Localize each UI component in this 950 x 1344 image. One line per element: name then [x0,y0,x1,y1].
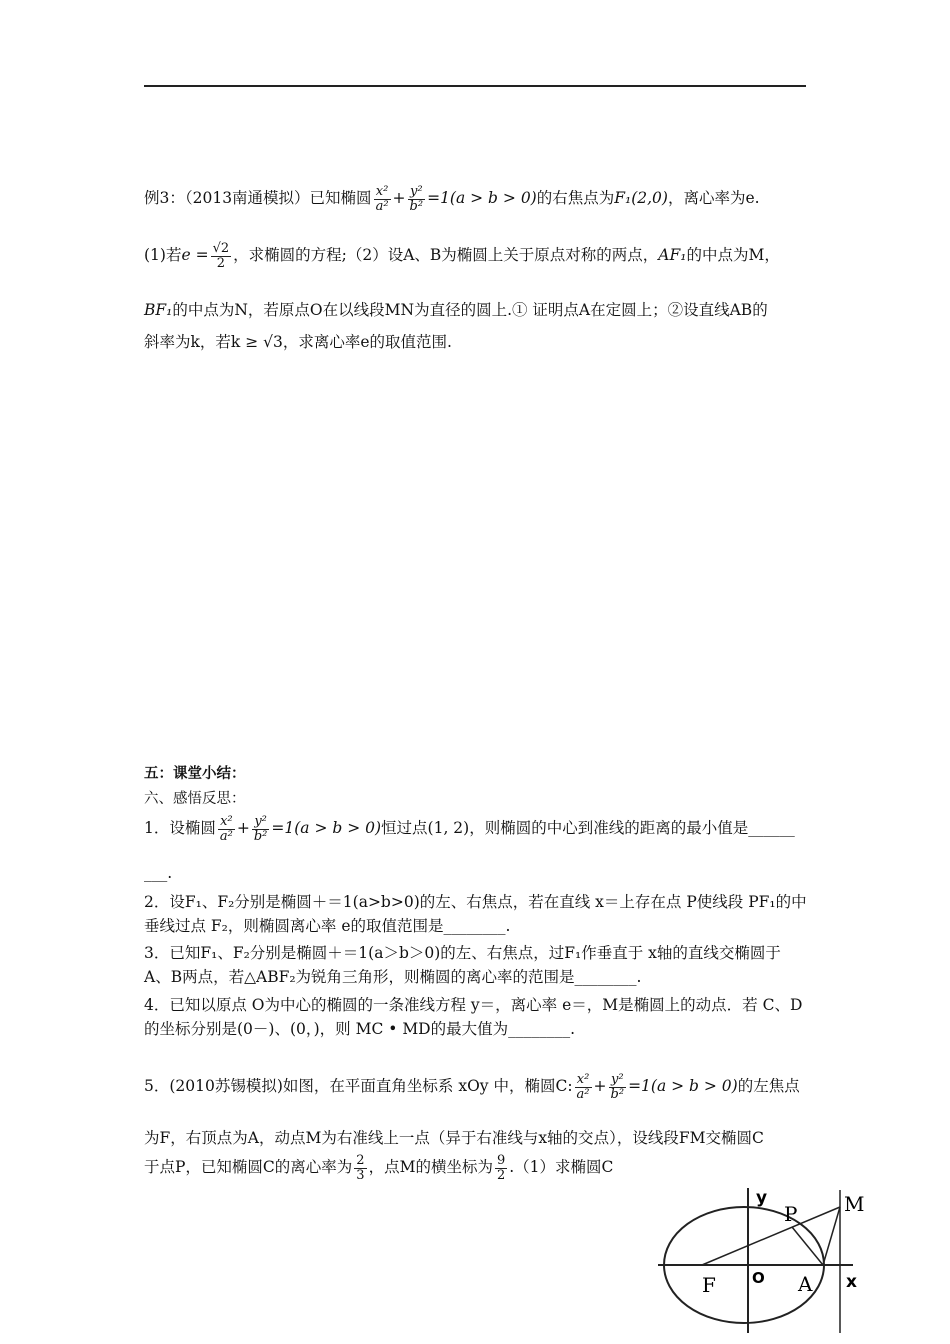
section-reflection-title: 六、感悟反思： [144,791,246,807]
label-m: M [844,1192,865,1216]
question1-line2: ___. [144,864,173,882]
question4-line1: 4．已知以原点 O为中心的椭圆的一条准线方程 y＝，离心率 e＝，M是椭圆上的动点．若 C、D [144,996,803,1014]
section-summary-title: 五：课堂小结： [144,766,246,782]
question5-line3: 于点P，已知椭圆C的离心率为 $\frac{2}{3}$ ，点M的横坐标为 $\frac{9}{2}$ .（1）求椭圆C [144,1153,614,1183]
example3-line2: (1)若e = $\frac{√2}{2}$ ，求椭圆的方程;（2）设A、B为椭圆上关于原点对称的两点，AF₁的中点为M， [144,241,780,271]
question1-line1: 1．设椭圆 $\frac{\text{x²}}{\text{a²}}$ + $\frac{\text{y²}}{\text{b²}}$ =1(a > b > 0)恒过点(1, 2)，则椭圆的中心到准线的距离的最小值是______ [144,814,795,844]
fraction-x2-a2: $\frac{\text{x²}}{\text{a²}}$ [576,1072,590,1102]
label-p: P [784,1202,798,1226]
fraction-y2-b2: $\frac{\text{y²}}{\text{b²}}$ [253,814,268,844]
label-origin: O [752,1269,765,1287]
fraction-y2-b2: $\frac{\text{y²}}{\text{b²}}$ [610,1072,625,1102]
fraction-x2-a2: $\frac{\text{x²}}{\text{a²}}$ [219,814,233,844]
question2-line1: 2．设F₁、F₂分别是椭圆＋＝1(a>b>0)的左、右焦点，若在直线 x＝上存在点 P使线段 PF₁的中 [144,893,807,911]
segment-am [823,1207,840,1265]
fraction-m-abscissa: $\frac{9}{2}$ [496,1153,506,1183]
fraction-y2-b2: $\frac{\text{y²}}{\text{b²}}$ [409,184,424,214]
question3-line2: A、B两点，若△ABF₂为锐角三角形，则椭圆的离心率的范围是________. [144,968,642,986]
question4-line2: 的坐标分别是(0－)、(0，)，则 MC • MD的最大值为________. [144,1020,576,1038]
example3-intro: 例3：（2013南通模拟）已知椭圆 [144,189,372,208]
header-rule [144,85,806,87]
fraction-eccentricity: $\frac{2}{3}$ [356,1153,365,1183]
question5-line2: 为F，右顶点为A，动点M为右准线上一点（异于右准线与x轴的交点），设线段FM交椭圆C [144,1129,764,1147]
segment-pa [792,1227,823,1265]
question3-line1: 3．已知F₁、F₂分别是椭圆＋＝1(a＞b＞0)的左、右焦点，过F₁作垂直于 x轴的直线交椭圆于 [144,944,781,962]
ellipse-condition: =1(a > b > 0) [427,189,537,208]
example3-line1: 例3：（2013南通模拟）已知椭圆 $\frac{\text{x²}}{\text{a²}}$ + $\frac{\text{y²}}{\text{b²}}$ =1(a > b > 0)的右焦点为F₁(2,0)，离心率为e. [144,184,760,214]
label-f: F [702,1273,716,1297]
ellipse-diagram [658,1185,868,1335]
example3-line3: BF₁的中点为N，若原点O在以线段MN为直径的圆上.① 证明点A在定圆上；②设直线AB的 [144,301,768,319]
label-a: A [798,1272,813,1296]
segment-af1: AF₁ [658,246,687,265]
label-x: x [846,1272,857,1292]
focus-coordinate: F₁(2,0) [614,189,668,208]
fraction-sqrt2-over-2: $\frac{√2}{2}$ [212,241,230,271]
question5-line1: 5．(2010苏锡模拟)如图，在平面直角坐标系 xOy 中，椭圆C: $\frac{\text{x²}}{\text{a²}}$ + $\frac{\text{y²}}{\text{b²}}$ =1(a > b > 0)的左焦点 [144,1072,800,1102]
ellipse-figure [658,1185,868,1339]
label-y: y [756,1188,768,1208]
fraction-x2-a2: $\frac{\text{x²}}{\text{a²}}$ [375,184,389,214]
example3-line4: 斜率为k，若k ≥ √3，求离心率e的取值范围. [144,333,452,351]
question2-line2: 垂线过点 F₂，则椭圆离心率 e的取值范围是________. [144,917,511,935]
segment-bf1: BF₁ [144,301,173,319]
segment-fm [702,1207,840,1265]
